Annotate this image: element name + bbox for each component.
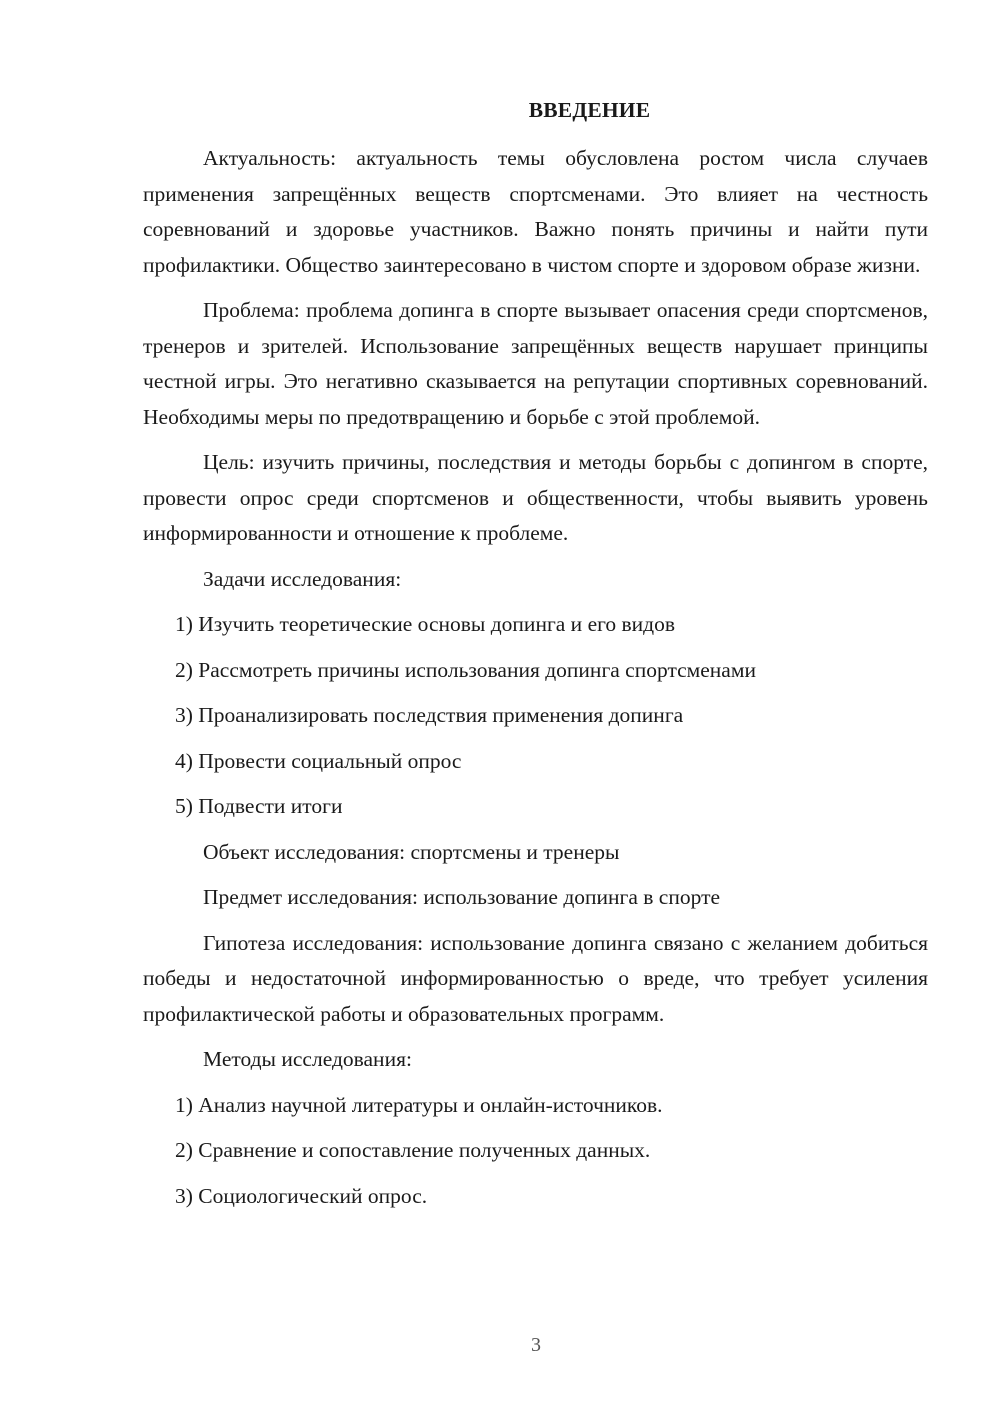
task-item: 3) Проанализировать последствия применения допинга: [175, 703, 684, 727]
method-item: 1) Анализ научной литературы и онлайн-источников.: [175, 1092, 663, 1117]
method-item: 2) Сравнение и сопоставление полученных данных.: [175, 1138, 651, 1162]
task-item: 1) Изучить теоретические основы допинга и его видов: [175, 612, 676, 636]
problem-paragraph: Проблема: проблема допинга в спорте вызывает опасения среди спортсменов, тренеров и зрителей. Использование запрещённых веществ нарушает принципы честной игры. Это негативно сказывается на репутации спортивных соревнований. Необходимы меры по предотвращению и борьбе с этой проблемой.: [143, 298, 928, 429]
hypothesis-paragraph: Гипотеза исследования: использование допинга связано с желанием добиться победы и недостаточной информированностью о вреде, что требует усиления профилактической работы и образовательных программ.: [143, 930, 928, 1026]
task-item: 5) Подвести итоги: [175, 794, 343, 818]
goal-paragraph: Цель: изучить причины, последствия и методы борьбы с допингом в спорте, провести опрос среди спортсменов и общественности, чтобы выявить уровень информированности и отношение к проблеме.: [143, 450, 928, 545]
method-item: 3) Социологический опрос.: [175, 1183, 428, 1208]
section-title: ВВЕДЕНИЕ: [528, 98, 651, 122]
tasks-heading: Задачи исследования:: [203, 566, 402, 591]
research-subject: Предмет исследования: использование допинга в спорте: [203, 885, 721, 909]
page-number: 3: [531, 1334, 541, 1356]
task-item: 4) Провести социальный опрос: [175, 748, 462, 773]
document-page: [143, 95, 928, 1224]
relevance-paragraph: Актуальность: актуальность темы обусловлена ростом числа случаев применения запрещённых веществ спортсменами. Это влияет на честность соревнований и здоровье участников. Важно понять причины и найти пути профилактики. Общество заинтересовано в чистом спорте и здоровом образе жизни.: [143, 146, 928, 277]
task-item: 2) Рассмотреть причины использования допинга спортсменами: [175, 657, 756, 682]
methods-heading: Методы исследования:: [203, 1047, 412, 1071]
research-object: Объект исследования: спортсмены и тренеры: [203, 839, 620, 864]
